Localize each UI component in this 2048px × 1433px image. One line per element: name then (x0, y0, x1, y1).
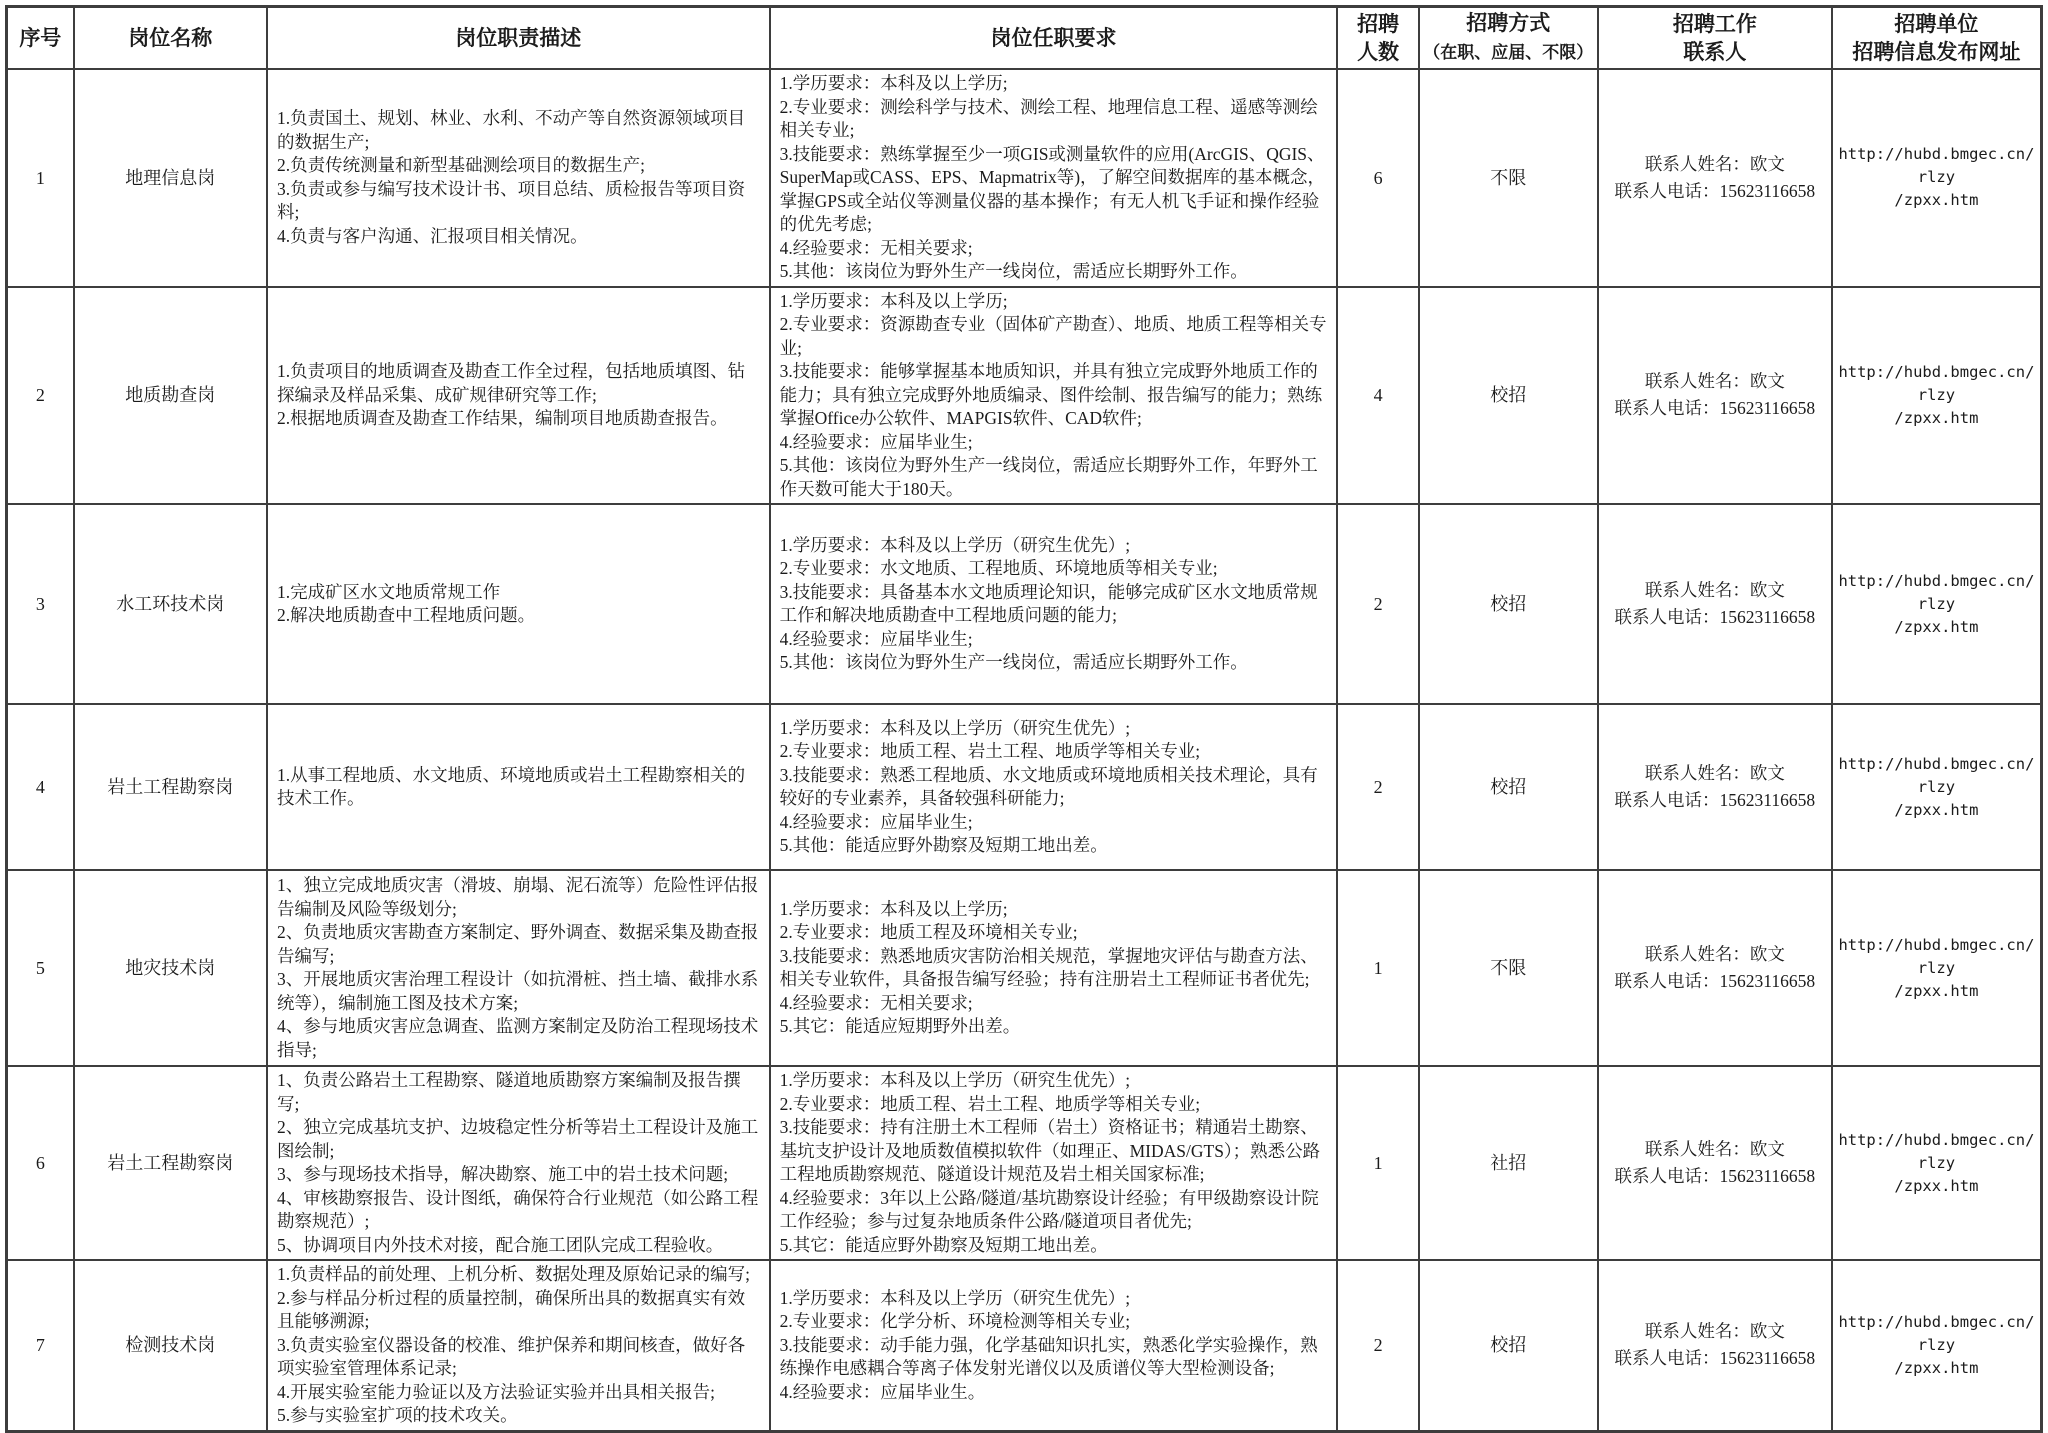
cell-requirements (770, 287, 1338, 505)
table-row (7, 704, 2042, 870)
header-row (7, 7, 2042, 70)
cell-index: 6 (7, 1066, 74, 1260)
requirement-item: 3.技能要求：具备基本水文地质理论知识，能够完成矿区水文地质常规工作和解决地质勘查中工程地质问题的能力; (779, 581, 1318, 625)
cell-position-name: 地灾技术岗 (74, 870, 267, 1066)
cell-url: http://hubd.bmgec.cn/rlzy /zpxx.htm (1832, 704, 2042, 870)
requirement-item: 3.技能要求：能够掌握基本地质知识，并具有独立完成野外地质工作的能力；具有独立完成野外地质编录、图件绘制、报告编写的能力；熟练掌握Office办公软件、MAPGIS软件、CAD软件; (779, 361, 1323, 428)
cell-index: 3 (7, 504, 74, 704)
cell-recruit-method: 校招 (1419, 287, 1598, 505)
cell-recruit-method: 不限 (1419, 69, 1598, 287)
requirement-item: 4.经验要求：应届毕业生; (779, 811, 973, 832)
duty-item: 2.负责传统测量和新型基础测绘项目的数据生产; (276, 155, 645, 176)
duty-item: 2.根据地质调查及勘查工作结果，编制项目地质勘查报告。 (276, 408, 728, 428)
requirement-item: 1.学历要求：本科及以上学历（研究生优先）; (779, 534, 1131, 555)
cell-recruit-method: 不限 (1419, 870, 1598, 1066)
requirement-item: 4.经验要求：无相关要求; (779, 992, 973, 1013)
table-row (7, 1260, 2042, 1431)
duty-item: 2.解决地质勘查中工程地质问题。 (276, 605, 536, 625)
cell-index: 5 (7, 870, 74, 1066)
cell-index: 2 (7, 287, 74, 505)
cell-requirements (770, 870, 1338, 1066)
duty-item: 1.完成矿区水文地质常规工作 (276, 581, 501, 602)
cell-contact: 联系人姓名：欧文 联系人电话：15623116658 (1598, 1066, 1832, 1260)
table-row (7, 870, 2042, 1066)
requirement-item: 3.技能要求：熟悉地质灾害防治相关规范，掌握地灾评估与勘查方法、相关专业软件，具备报告编写经验；持有注册岩土工程师证书者优先; (779, 945, 1318, 989)
cell-headcount: 1 (1337, 1066, 1418, 1260)
cell-headcount: 1 (1337, 870, 1418, 1066)
requirement-item: 5.其它：能适应短期野外出差。 (779, 1016, 1021, 1036)
requirement-item: 4.经验要求：应届毕业生; (779, 628, 973, 649)
duty-item: 5.参与实验室扩项的技术攻关。 (276, 1405, 518, 1425)
column-header: 招聘 人数 (1337, 7, 1418, 70)
requirement-item: 1.学历要求：本科及以上学历; (779, 898, 1008, 919)
duty-item: 3、开展地质灾害治理工程设计（如抗滑桩、挡土墙、截排水系统等），编制施工图及技术方案; (276, 969, 759, 1013)
requirement-item: 5.其他：能适应野外勘察及短期工地出差。 (779, 835, 1108, 855)
requirement-item: 2.专业要求：水文地质、工程地质、环境地质等相关专业; (779, 558, 1218, 578)
duty-item: 1.从事工程地质、水文地质、环境地质或岩土工程勘察相关的技术工作。 (276, 764, 746, 808)
requirement-item: 3.技能要求：动手能力强，化学基础知识扎实，熟悉化学实验操作，熟练操作电感耦合等离子体发射光谱仪以及质谱仪等大型检测设备; (779, 1334, 1318, 1378)
duty-item: 4.开展实验室能力验证以及方法验证实验并出具相关报告; (276, 1381, 715, 1402)
duty-item: 1.负责国土、规划、林业、水利、不动产等自然资源领域项目的数据生产; (276, 108, 746, 152)
table-row (7, 287, 2042, 505)
cell-recruit-method: 校招 (1419, 504, 1598, 704)
cell-duties (267, 504, 770, 704)
cell-headcount: 4 (1337, 287, 1418, 505)
cell-requirements (770, 704, 1338, 870)
requirement-item: 2.专业要求：资源勘查专业（固体矿产勘查）、地质、地质工程等相关专业; (779, 314, 1327, 358)
duty-item: 4.负责与客户沟通、汇报项目相关情况。 (276, 225, 588, 246)
column-header: 招聘工作 联系人 (1598, 7, 1832, 70)
table-row (7, 69, 2042, 287)
cell-headcount: 2 (1337, 504, 1418, 704)
cell-url: http://hubd.bmgec.cn/rlzy /zpxx.htm (1832, 870, 2042, 1066)
duty-item: 1、负责公路岩土工程勘察、隧道地质勘察方案编制及报告撰写; (276, 1070, 741, 1114)
cell-duties (267, 1066, 770, 1260)
requirement-item: 5.其它：能适应野外勘察及短期工地出差。 (779, 1234, 1108, 1255)
cell-requirements (770, 69, 1338, 287)
duty-item: 3、参与现场技术指导，解决勘察、施工中的岩土技术问题; (276, 1164, 729, 1184)
cell-requirements (770, 1066, 1338, 1260)
cell-contact: 联系人姓名：欧文 联系人电话：15623116658 (1598, 504, 1832, 704)
cell-contact: 联系人姓名：欧文 联系人电话：15623116658 (1598, 287, 1832, 505)
requirement-item: 2.专业要求：化学分析、环境检测等相关专业; (779, 1311, 1131, 1331)
column-header: 岗位名称 (74, 7, 267, 70)
requirement-item: 1.学历要求：本科及以上学历; (779, 290, 1008, 311)
cell-contact: 联系人姓名：欧文 联系人电话：15623116658 (1598, 870, 1832, 1066)
cell-position-name: 地质勘查岗 (74, 287, 267, 505)
cell-duties (267, 287, 770, 505)
cell-headcount: 2 (1337, 1260, 1418, 1431)
cell-duties (267, 704, 770, 870)
duty-item: 4、参与地质灾害应急调查、监测方案制定及防治工程现场技术指导; (276, 1016, 759, 1060)
requirement-item: 4.经验要求：无相关要求; (779, 237, 973, 258)
recruitment-table (5, 5, 2043, 1433)
requirement-item: 1.学历要求：本科及以上学历（研究生优先）; (779, 717, 1131, 738)
cell-index: 7 (7, 1260, 74, 1431)
cell-url: http://hubd.bmgec.cn/rlzy /zpxx.htm (1832, 504, 2042, 704)
duty-item: 1、独立完成地质灾害（滑坡、崩塌、泥石流等）危险性评估报告编制及风险等级划分; (276, 875, 759, 919)
duty-item: 1.负责项目的地质调查及勘查工作全过程，包括地质填图、钻探编录及样品采集、成矿规律研究等工作; (276, 361, 746, 405)
requirement-item: 2.专业要求：地质工程、岩土工程、地质学等相关专业; (779, 741, 1201, 761)
table-body (7, 69, 2042, 1431)
requirement-item: 5.其他：该岗位为野外生产一线岗位，需适应长期野外工作，年野外工作天数可能大于180天。 (779, 455, 1318, 499)
requirement-item: 4.经验要求：3年以上公路/隧道/基坑勘察设计经验；有甲级勘察设计院工作经验；参与过复杂地质条件公路/隧道项目者优先; (779, 1187, 1319, 1231)
table-row (7, 1066, 2042, 1260)
cell-position-name: 岩土工程勘察岗 (74, 704, 267, 870)
cell-url: http://hubd.bmgec.cn/rlzy /zpxx.htm (1832, 1260, 2042, 1431)
cell-position-name: 岩土工程勘察岗 (74, 1066, 267, 1260)
cell-recruit-method: 社招 (1419, 1066, 1598, 1260)
duty-item: 5、协调项目内外技术对接，配合施工团队完成工程验收。 (276, 1234, 724, 1255)
requirement-item: 2.专业要求：地质工程、岩土工程、地质学等相关专业; (779, 1093, 1201, 1114)
cell-position-name: 水工环技术岗 (74, 504, 267, 704)
requirement-item: 1.学历要求：本科及以上学历（研究生优先）; (779, 1070, 1131, 1090)
cell-contact: 联系人姓名：欧文 联系人电话：15623116658 (1598, 69, 1832, 287)
cell-position-name: 检测技术岗 (74, 1260, 267, 1431)
cell-requirements (770, 1260, 1338, 1431)
cell-recruit-method: 校招 (1419, 704, 1598, 870)
cell-duties (267, 69, 770, 287)
requirement-item: 4.经验要求：应届毕业生; (779, 431, 973, 452)
column-header: 岗位职责描述 (267, 7, 770, 70)
cell-duties (267, 1260, 770, 1431)
duty-item: 4、审核勘察报告、设计图纸，确保符合行业规范（如公路工程勘察规范）; (276, 1187, 759, 1231)
requirement-item: 4.经验要求：应届毕业生。 (779, 1381, 986, 1402)
duty-item: 2、独立完成基坑支护、边坡稳定性分析等岩土工程设计及施工图绘制; (276, 1117, 759, 1161)
cell-url: http://hubd.bmgec.cn/rlzy /zpxx.htm (1832, 287, 2042, 505)
cell-index: 1 (7, 69, 74, 287)
cell-headcount: 2 (1337, 704, 1418, 870)
duty-item: 2、负责地质灾害勘查方案制定、野外调查、数据采集及勘查报告编写; (276, 922, 759, 966)
cell-contact: 联系人姓名：欧文 联系人电话：15623116658 (1598, 704, 1832, 870)
requirement-item: 2.专业要求：测绘科学与技术、测绘工程、地理信息工程、遥感等测绘相关专业; (779, 96, 1318, 140)
cell-headcount: 6 (1337, 69, 1418, 287)
cell-duties (267, 870, 770, 1066)
cell-contact: 联系人姓名：欧文 联系人电话：15623116658 (1598, 1260, 1832, 1431)
cell-requirements (770, 504, 1338, 704)
requirement-item: 1.学历要求：本科及以上学历（研究生优先）; (779, 1287, 1131, 1308)
cell-recruit-method: 校招 (1419, 1260, 1598, 1431)
requirement-item: 3.技能要求：熟悉工程地质、水文地质或环境地质相关技术理论，具有较好的专业素养，具备较强科研能力; (779, 764, 1318, 808)
requirement-item: 3.技能要求：熟练掌握至少一项GIS或测量软件的应用(ArcGIS、QGIS、SuperMap或CASS、EPS、Mapmatrix等)，了解空间数据库的基本概念，掌握GPS或全站仪等测量仪器的基本操作；有无人机飞手证和操作经验的优先考虑; (779, 143, 1326, 234)
cell-index: 4 (7, 704, 74, 870)
table-row (7, 504, 2042, 704)
column-header: 岗位任职要求 (770, 7, 1338, 70)
cell-url: http://hubd.bmgec.cn/rlzy /zpxx.htm (1832, 69, 2042, 287)
duty-item: 1.负责样品的前处理、上机分析、数据处理及原始记录的编写; (276, 1264, 750, 1284)
cell-position-name: 地理信息岗 (74, 69, 267, 287)
requirement-item: 2.专业要求：地质工程及环境相关专业; (779, 922, 1078, 942)
duty-item: 3.负责实验室仪器设备的校准、维护保养和期间核查，做好各项实验室管理体系记录; (276, 1334, 746, 1378)
requirement-item: 5.其他：该岗位为野外生产一线岗位，需适应长期野外工作。 (779, 652, 1248, 672)
requirement-item: 5.其他：该岗位为野外生产一线岗位，需适应长期野外工作。 (779, 261, 1248, 281)
duty-item: 2.参与样品分析过程的质量控制，确保所出具的数据真实有效且能够溯源; (276, 1287, 746, 1331)
column-header: 招聘方式 （在职、应届、不限） (1419, 7, 1598, 70)
duty-item: 3.负责或参与编写技术设计书、项目总结、质检报告等项目资料; (276, 178, 746, 223)
cell-url: http://hubd.bmgec.cn/rlzy /zpxx.htm (1832, 1066, 2042, 1260)
column-header: 序号 (7, 7, 74, 70)
requirement-item: 1.学历要求：本科及以上学历; (779, 73, 1008, 93)
requirement-item: 3.技能要求：持有注册土木工程师（岩土）资格证书；精通岩土勘察、基坑支护设计及地质数值模拟软件（如理正、MIDAS/GTS）；熟悉公路工程地质勘察规范、隧道设计规范及岩土相关国家标准; (779, 1117, 1321, 1184)
column-header: 招聘单位 招聘信息发布网址 (1832, 7, 2042, 70)
